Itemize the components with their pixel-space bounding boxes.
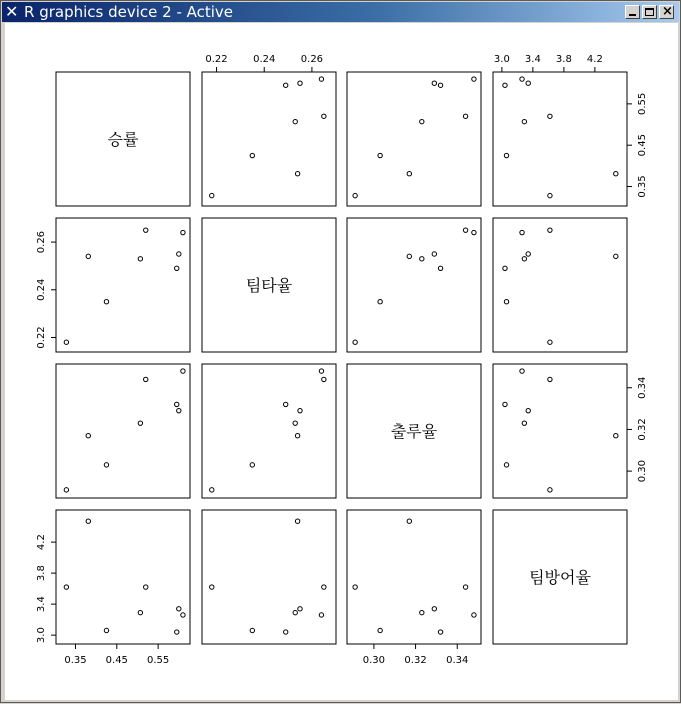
x-tick-label: 0.30 bbox=[362, 655, 386, 666]
data-point bbox=[353, 585, 357, 589]
plot-canvas bbox=[5, 23, 678, 700]
y-tick-label: 0.45 bbox=[637, 134, 648, 157]
data-point bbox=[526, 252, 530, 256]
x-tick-label: 4.2 bbox=[586, 54, 603, 65]
data-point bbox=[210, 585, 214, 589]
y-tick-label: 0.34 bbox=[637, 376, 648, 399]
data-point bbox=[86, 254, 90, 258]
data-point bbox=[250, 153, 254, 157]
x-tick-label: 0.35 bbox=[64, 655, 87, 666]
y-tick-label: 0.55 bbox=[637, 92, 648, 115]
data-point bbox=[407, 519, 411, 523]
y-tick-label: 0.22 bbox=[36, 326, 47, 349]
data-point bbox=[614, 172, 618, 176]
close-icon: × bbox=[662, 4, 673, 19]
panel-frame bbox=[347, 218, 481, 352]
data-point bbox=[522, 421, 526, 425]
data-point bbox=[472, 77, 476, 81]
data-point bbox=[353, 340, 357, 344]
data-point bbox=[463, 114, 467, 118]
data-point bbox=[526, 81, 530, 85]
data-point bbox=[175, 402, 179, 406]
data-point bbox=[295, 519, 299, 523]
x-tick-label: 3.4 bbox=[524, 54, 541, 65]
minimize-icon bbox=[629, 14, 636, 16]
data-point bbox=[319, 77, 323, 81]
panel-frame bbox=[347, 72, 481, 206]
panel-frame bbox=[202, 72, 336, 206]
maximize-icon bbox=[645, 8, 654, 16]
panel-frame bbox=[56, 364, 190, 498]
data-point bbox=[420, 610, 424, 614]
data-point bbox=[86, 519, 90, 523]
data-point bbox=[181, 613, 185, 617]
close-button[interactable] bbox=[659, 5, 674, 19]
data-point bbox=[548, 114, 552, 118]
data-point bbox=[420, 119, 424, 123]
data-point bbox=[138, 421, 142, 425]
data-point bbox=[407, 254, 411, 258]
data-point bbox=[319, 613, 323, 617]
data-point bbox=[104, 628, 108, 632]
y-tick-label: 0.24 bbox=[36, 278, 47, 301]
data-point bbox=[548, 377, 552, 381]
data-point bbox=[86, 433, 90, 437]
data-point bbox=[520, 77, 524, 81]
data-point bbox=[283, 630, 287, 634]
panel-frame bbox=[56, 510, 190, 644]
data-point bbox=[250, 628, 254, 632]
x-tick-label: 3.0 bbox=[493, 54, 510, 65]
data-point bbox=[503, 83, 507, 87]
data-point bbox=[522, 119, 526, 123]
data-point bbox=[210, 488, 214, 492]
y-tick-label: 0.26 bbox=[36, 230, 47, 254]
y-tick-label: 3.0 bbox=[36, 627, 47, 644]
data-point bbox=[295, 172, 299, 176]
data-point bbox=[283, 83, 287, 87]
data-point bbox=[463, 585, 467, 589]
data-point bbox=[283, 402, 287, 406]
y-tick-label: 3.4 bbox=[36, 596, 47, 613]
data-point bbox=[504, 463, 508, 467]
data-point bbox=[64, 340, 68, 344]
title-bar[interactable] bbox=[2, 2, 679, 22]
data-point bbox=[322, 585, 326, 589]
data-point bbox=[298, 408, 302, 412]
x-tick-label: 3.8 bbox=[555, 54, 572, 65]
variable-label: 팀타율 bbox=[245, 276, 293, 295]
data-point bbox=[175, 630, 179, 634]
data-point bbox=[522, 257, 526, 261]
y-tick-label: 0.32 bbox=[637, 418, 648, 441]
x-tick-label: 0.34 bbox=[446, 655, 469, 666]
y-tick-label: 0.35 bbox=[637, 175, 648, 198]
data-point bbox=[104, 463, 108, 467]
x-tick-label: 0.26 bbox=[300, 54, 324, 65]
variable-label: 출루율 bbox=[390, 422, 438, 441]
data-point bbox=[353, 193, 357, 197]
data-point bbox=[378, 153, 382, 157]
panel-frame bbox=[202, 364, 336, 498]
data-point bbox=[503, 266, 507, 270]
data-point bbox=[144, 377, 148, 381]
data-point bbox=[438, 266, 442, 270]
data-point bbox=[138, 610, 142, 614]
data-point bbox=[210, 193, 214, 197]
data-point bbox=[520, 230, 524, 234]
variable-label: 팀방어율 bbox=[529, 568, 591, 587]
data-point bbox=[378, 299, 382, 303]
data-point bbox=[293, 421, 297, 425]
data-point bbox=[520, 369, 524, 373]
data-point bbox=[438, 83, 442, 87]
panel-frame bbox=[202, 510, 336, 644]
data-point bbox=[177, 408, 181, 412]
data-point bbox=[64, 488, 68, 492]
panel-frame bbox=[493, 72, 627, 206]
data-point bbox=[548, 193, 552, 197]
data-point bbox=[250, 463, 254, 467]
data-point bbox=[526, 408, 530, 412]
data-point bbox=[144, 228, 148, 232]
y-tick-label: 3.8 bbox=[36, 565, 47, 582]
data-point bbox=[181, 369, 185, 373]
x-window-icon: ✕ bbox=[5, 2, 19, 21]
data-point bbox=[138, 257, 142, 261]
data-point bbox=[319, 369, 323, 373]
panel-frame bbox=[493, 218, 627, 352]
data-point bbox=[64, 585, 68, 589]
data-point bbox=[177, 607, 181, 611]
data-point bbox=[438, 630, 442, 634]
maximize-button[interactable] bbox=[642, 5, 657, 19]
panel-frame bbox=[56, 218, 190, 352]
data-point bbox=[378, 628, 382, 632]
x-tick-label: 0.55 bbox=[147, 655, 170, 666]
data-point bbox=[293, 610, 297, 614]
data-point bbox=[548, 228, 552, 232]
data-point bbox=[504, 153, 508, 157]
panel-frame bbox=[347, 510, 481, 644]
data-point bbox=[503, 402, 507, 406]
data-point bbox=[463, 228, 467, 232]
data-point bbox=[420, 257, 424, 261]
x-tick-label: 0.24 bbox=[253, 54, 276, 65]
x-tick-label: 0.45 bbox=[105, 655, 128, 666]
window-title: R graphics device 2 - Active bbox=[24, 3, 234, 21]
y-tick-label: 0.30 bbox=[637, 459, 648, 483]
data-point bbox=[144, 585, 148, 589]
data-point bbox=[504, 299, 508, 303]
data-point bbox=[295, 433, 299, 437]
panel-frame bbox=[493, 364, 627, 498]
data-point bbox=[104, 299, 108, 303]
data-point bbox=[322, 114, 326, 118]
data-point bbox=[548, 488, 552, 492]
data-point bbox=[614, 254, 618, 258]
data-point bbox=[432, 607, 436, 611]
scatterplot-matrix bbox=[5, 23, 678, 700]
data-point bbox=[175, 266, 179, 270]
data-point bbox=[407, 172, 411, 176]
x-tick-label: 0.32 bbox=[404, 655, 427, 666]
data-point bbox=[472, 613, 476, 617]
y-tick-label: 4.2 bbox=[36, 534, 47, 551]
data-point bbox=[298, 81, 302, 85]
data-point bbox=[432, 252, 436, 256]
data-point bbox=[293, 119, 297, 123]
variable-label: 승률 bbox=[107, 130, 139, 149]
data-point bbox=[177, 252, 181, 256]
x-tick-label: 0.22 bbox=[205, 54, 228, 65]
data-point bbox=[432, 81, 436, 85]
minimize-button[interactable] bbox=[625, 5, 640, 19]
data-point bbox=[614, 433, 618, 437]
data-point bbox=[298, 607, 302, 611]
data-point bbox=[548, 340, 552, 344]
data-point bbox=[472, 230, 476, 234]
data-point bbox=[181, 230, 185, 234]
data-point bbox=[322, 377, 326, 381]
